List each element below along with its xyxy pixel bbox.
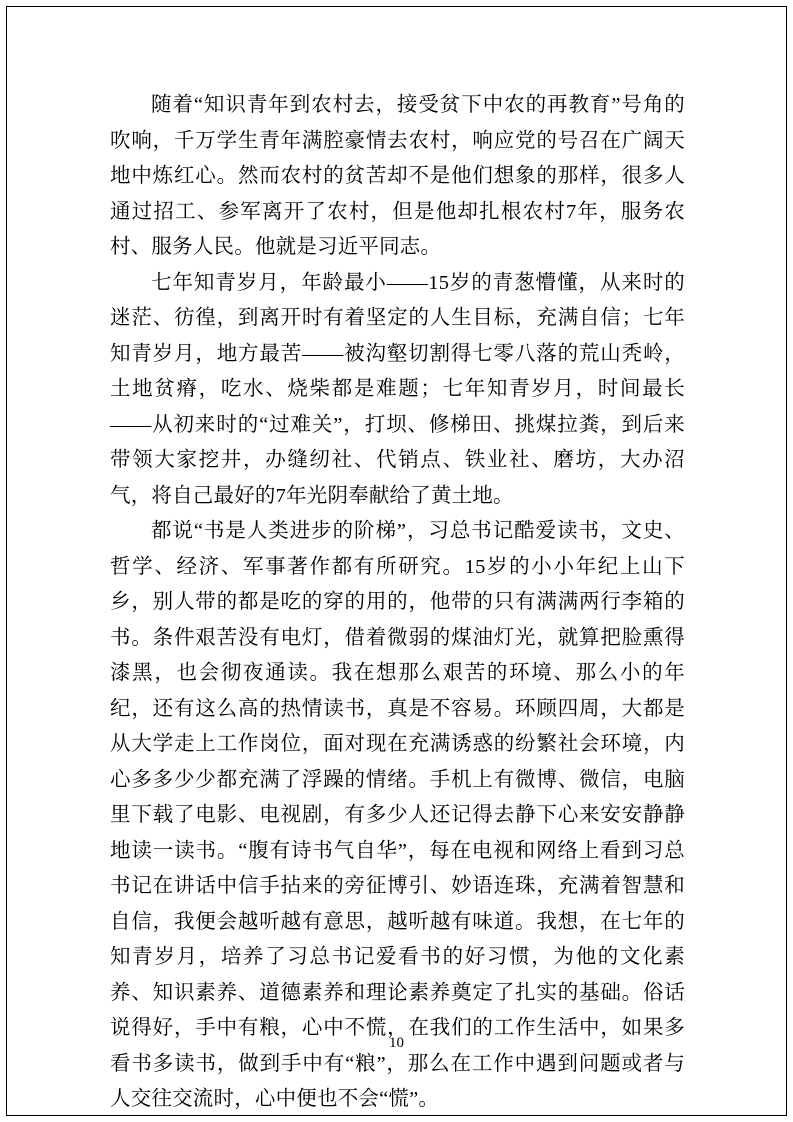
paragraph-1: 随着“知识青年到农村去，接受贫下中农的再教育”号角的吹响，千万学生青年满腔豪情去农村，响应党的号召在广阔天地中炼红心。然而农村的贫苦却不是他们想象的那样，很多人通过招工、参军离开了农村，但是他却扎根农村7年，服务农村、服务人民。他就是习近平同志。 (110, 94, 685, 258)
paragraph-3: 都说“书是人类进步的阶梯”，习总书记酷爱读书，文史、哲学、经济、军事著作都有所研究。15岁的小小年纪上山下乡，别人带的都是吃的穿的用的，他带的只有满满两行李箱的书。条件艰苦没有电灯，借着微弱的煤油灯光，就算把脸熏得漆黑，也会彻夜通读。我在想那么艰苦的环境、那么小的年纪，还有这么高的热情读书，真是不容易。环顾四周，大都是从大学走上工作岗位，面对现在充满诱惑的纷繁社会环境，内心多多少少都充满了浮躁的情绪。手机上有微博、微信，电脑里下载了电影、电视剧，有多少人还记得去静下心来安安静静地读一读书。“腹有诗书气自华”，每在电视和网络上看到习总书记在讲话中信手拈来的旁征博引、妙语连珠，充满着智慧和自信，我便会越听越有意思，越听越有味道。我想，在七年的知青岁月，培养了习总书记爱看书的好习惯，为他的文化素养、知识素养、道德素养和理论素养奠定了扎实的基础。俗话说得好，手中有粮，心中不慌，在我们的工作生活中，如果多看书多读书，做到手中有“粮”，那么在工作中遇到问题或者与人交往交流时，心中便也不会“慌”。 (110, 520, 685, 1110)
paragraph-2: 七年知青岁月，年龄最小——15岁的青葱懵懂，从来时的迷茫、彷徨，到离开时有着坚定的人生目标，充满自信；七年知青岁月，地方最苦——被沟壑切割得七零八落的荒山秃岭，土地贫瘠，吃水、烧柴都是难题；七年知青岁月，时间最长——从初来时的“过难关”，打坝、修梯田、挑煤拉粪，到后来带领大家挖井，办缝纫社、代销点、铁业社、磨坊，大办沼气，将自己最好的7年光阴奉献给了黄土地。 (110, 271, 685, 507)
page-number: 10 (389, 1035, 404, 1051)
document-body (110, 88, 685, 1118)
